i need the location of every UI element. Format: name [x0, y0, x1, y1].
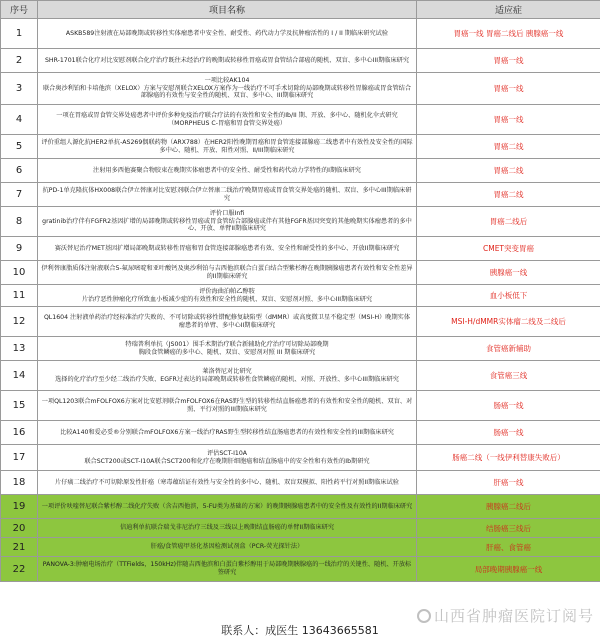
row-number: 14 — [1, 361, 38, 391]
trial-title — [38, 183, 417, 207]
table-row — [1, 361, 600, 391]
trial-title-line: 特瑞普利单抗（JS001）围手术期治疗联合新辅助化疗治疗可切除局部晚期 — [125, 340, 329, 348]
trial-title — [38, 495, 417, 519]
trial-title-line: 选择的化疗治疗至少经二线治疗失败、EGFR过表达的局部晚期或转移性食管鳞癌的随机、对照、开放性、多中心III期临床研究 — [55, 375, 399, 383]
trial-title-line: 胸段食管鳞癌的多中心、随机、双盲、安慰剂对照 III 期临床研究 — [138, 348, 316, 356]
row-number: 15 — [1, 391, 38, 421]
row-number: 1 — [1, 19, 38, 49]
trial-indication: 肠癌一线 — [417, 391, 600, 421]
table-row — [1, 207, 600, 237]
table-row — [1, 337, 600, 361]
wechat-logo-icon — [417, 609, 431, 623]
table-row — [1, 445, 600, 471]
row-number: 20 — [1, 519, 38, 538]
table-row — [1, 391, 600, 421]
trial-indication: 胰腺癌二线后 — [417, 495, 600, 519]
trial-indication: 肝癌、食管癌 — [417, 538, 600, 557]
row-number: 21 — [1, 538, 38, 557]
trial-title-line: 注射用多西他赛聚合物胶束在晚期实体瘤患者中的安全性、耐受性和药代动力学特性的I期临床研究 — [93, 166, 361, 174]
trial-title-line: QL1604 注射液单药治疗经标准治疗失败的、不可切除或转移性错配修复缺陷型（dMMR）或高度微卫星不稳定型（MSI-H）晚期实体瘤患者的单臂、多中心II期临床研究 — [43, 313, 411, 329]
row-number: 8 — [1, 207, 38, 237]
row-number: 22 — [1, 557, 38, 582]
trial-title-line: 抗PD-1单克隆抗体HX008联合伊立替康对比安慰剂联合伊立替康二线治疗晚期胃癌或胃食管交界处癌的随机、双盲、多中心III期临床研究 — [42, 186, 412, 202]
trial-title — [38, 471, 417, 495]
contact-footer: 联系人：成医生 13643665581 — [221, 624, 379, 637]
row-number: 13 — [1, 337, 38, 361]
trial-title — [38, 207, 417, 237]
trial-title — [38, 49, 417, 73]
table-row — [1, 183, 600, 207]
trial-title-line: 评价口服Infi — [209, 210, 245, 218]
trial-indication: 血小板低下 — [417, 285, 600, 307]
trial-indication: 结肠癌三线后 — [417, 519, 600, 538]
table-row — [1, 159, 600, 183]
row-number: 7 — [1, 183, 38, 207]
trial-title-line: 一项评价呋喹替尼联合紫杉醇二线化疗失败（含吉西他滨，5-FU类为基础的方案）的晚期胰腺癌患者中的安全性及有效性的II期临床研究 — [41, 502, 413, 510]
trial-title-line: gratinib治疗伴有FGFR2基因扩增的局部晚期或转移性胃癌或胃食管结合部腺癌或伴有其他FGFR基因突变的其他晚期实体瘤患者的多中心、开放、单臂II期临床研究 — [42, 217, 412, 233]
table-header-row — [1, 1, 600, 19]
row-number: 2 — [1, 49, 38, 73]
table-row — [1, 307, 600, 337]
trial-indication: 胃癌一线 — [417, 73, 600, 105]
table-row — [1, 285, 600, 307]
row-number: 4 — [1, 105, 38, 135]
trial-title — [38, 421, 417, 445]
row-number: 10 — [1, 261, 38, 285]
table-row — [1, 421, 600, 445]
trial-indication: 胃癌一线 — [417, 49, 600, 73]
trial-title — [38, 135, 417, 159]
trial-title — [38, 285, 417, 307]
trial-indication: 胃癌二线 — [417, 159, 600, 183]
trial-title — [38, 445, 417, 471]
table-row — [1, 237, 600, 261]
row-number: 6 — [1, 159, 38, 183]
trial-title — [38, 557, 417, 582]
trial-indication: 食管癌新辅助 — [417, 337, 600, 361]
trial-title-line: PANOVA-3:肿瘤电场治疗（TTFields，150kHz)伴随吉西他滨和白蛋白紫杉醇用于局部晚期胰腺癌的一线治疗的关键性、随机、开放标签研究 — [42, 561, 412, 576]
row-number: 16 — [1, 421, 38, 445]
trial-title — [38, 361, 417, 391]
trial-title-line: 一项比较AK104 — [204, 77, 250, 85]
trial-title — [38, 307, 417, 337]
trial-title-line: 信迪利单抗联合瑞戈非尼治疗三线及三线以上晚期结直肠癌的单臂II期临床研究 — [119, 524, 335, 532]
trial-title-line: 赛沃替尼治疗MET基因扩增局部晚期或转移性胃癌和胃食管连接部腺癌患者有效、安全性和耐受性的多中心、开放II期临床研究 — [54, 244, 400, 252]
trial-title-line: 片仔癀二线治疗不可切除原发性肝癌（寒毒蕴结证有效性与安全性的多中心、随机、双盲双模拟、阳性药平行对照II期临床试验 — [55, 478, 399, 486]
table-row — [1, 471, 600, 495]
trial-title — [38, 73, 417, 105]
row-number: 17 — [1, 445, 38, 471]
trial-title-line: 联合奥沙利铂和卡培他滨（XELOX）方案与安慰剂联合XELOX方案作为一线治疗不可手术切除的局部晚期或转移性胃腺癌或胃食管结合部腺癌的有效性与安全性的随机、双盲、多中心、III期临床研究 — [42, 84, 412, 100]
row-number: 9 — [1, 237, 38, 261]
trial-title-line: 一项QL1203联合mFOLFOX6方案对比安慰剂联合mFOLFOX6在RAS野生型的转移性结直肠癌患者的有效性和安全性的随机、双盲、对照、平行对照的III期临床研究 — [41, 397, 413, 413]
trial-title — [38, 337, 417, 361]
trial-title-line: 联合SCT200或SCT-I10A联合SCT200和化疗在晚期肝细胞癌和结直肠癌中的安全性和有效性的Ib期研究 — [84, 457, 370, 465]
table-row — [1, 135, 600, 159]
row-number: 11 — [1, 285, 38, 307]
trial-title-line: 评估SCT-I10A — [207, 449, 247, 457]
header-indication: 适应症 — [417, 1, 600, 19]
row-number: 19 — [1, 495, 38, 519]
row-number: 3 — [1, 73, 38, 105]
trial-indication: 胃癌一线 胃癌二线后 胰腺癌一线 — [417, 19, 600, 49]
trial-title-line: 片治疗恶性肿瘤化疗所致血小板减少症的有效性和安全性的随机、双盲、安慰剂对照、多中心III期临床研究 — [81, 295, 373, 303]
header-num: 序号 — [1, 1, 38, 19]
table-row — [1, 49, 600, 73]
trial-indication: 局部晚期胰腺癌一线 — [417, 557, 600, 582]
trial-indication: 肝癌一线 — [417, 471, 600, 495]
trial-title-line: ASKB589注射液在局部晚期或转移性实体瘤患者中安全性、耐受性、药代动力学及抗肿瘤活性的 I / II 期临床研究试验 — [65, 29, 389, 37]
trial-title — [38, 538, 417, 557]
trial-indication: 胃癌二线 — [417, 135, 600, 159]
trial-title — [38, 237, 417, 261]
trial-title — [38, 105, 417, 135]
row-number: 12 — [1, 307, 38, 337]
trial-title — [38, 519, 417, 538]
table-row — [1, 73, 600, 105]
trial-title — [38, 159, 417, 183]
table-row — [1, 261, 600, 285]
row-number: 5 — [1, 135, 38, 159]
trial-indication: CMET突变胃癌 — [417, 237, 600, 261]
trial-title-line: SHR-1701联合化疗对比安慰剂联合化疗治疗既往未经治疗的晚期或转移性胃癌或胃食管结合部癌的随机、双盲、多中心III期临床研究 — [44, 56, 410, 64]
table-row — [1, 105, 600, 135]
trial-title — [38, 19, 417, 49]
table-row — [1, 538, 600, 557]
trial-indication: 胃癌二线 — [417, 183, 600, 207]
table-row — [1, 495, 600, 519]
trial-title-line: 一项在胃癌或胃食管交界处癌患者中评价多种免疫治疗联合疗法的有效性和安全性的Ib/II 期、开放、多中心、随机化伞式研究（MORPHEUS C-胃癌和胃食管交界处癌） — [56, 111, 398, 127]
trial-title-line: 评价海曲泊帕乙醇胺 — [199, 287, 255, 295]
trial-indication: 食管癌三线 — [417, 361, 600, 391]
trial-title — [38, 261, 417, 285]
watermark-text: 山西省肿瘤医院订阅号 — [433, 607, 594, 625]
trial-title — [38, 391, 417, 421]
table-row — [1, 519, 600, 538]
trial-title-line: 伊利替康脂质体注射液联合5-氟尿嘧啶和亚叶酸钙及奥沙利铂与吉西他滨联合白蛋白结合型紫杉醇在晚期胰腺癌患者有效性和安全性差异的II期临床研究 — [41, 264, 413, 280]
trial-title-line: 肝癌/食管癌甲基化基因检测试剂盒（PCR-荧光探针法） — [150, 543, 304, 551]
row-number: 18 — [1, 471, 38, 495]
trial-title-line: 评价重组人源化抗HER2单抗-AS269偶联药物（ARX788）在HER2阳性晚期胃癌和胃食管连接部腺癌二线患者中有效性及安全性的国际多中心、随机、开放、阳性对照、II/III期临床研究 — [41, 138, 413, 154]
header-title: 项目名称 — [38, 1, 417, 19]
trial-indication: 胰腺癌一线 — [417, 261, 600, 285]
trial-indication: 肠癌二线（一线伊利替康失败后） — [417, 445, 600, 471]
trial-indication: 胃癌一线 — [417, 105, 600, 135]
trial-indication: MSI-H/dMMR实体瘤二线及二线后 — [417, 307, 600, 337]
trial-title-line: 比较A140和爱必妥®分别联合mFOLFOX6方案一线治疗RAS野生型转移性结直肠癌患者的有效性和安全性的III期临床研究 — [60, 428, 394, 436]
trial-title-line: 莱洛替尼对比研究 — [202, 367, 252, 375]
trial-indication: 胃癌二线后 — [417, 207, 600, 237]
table-row — [1, 557, 600, 582]
table-row — [1, 19, 600, 49]
watermark — [417, 605, 594, 626]
trial-indication: 肠癌一线 — [417, 421, 600, 445]
